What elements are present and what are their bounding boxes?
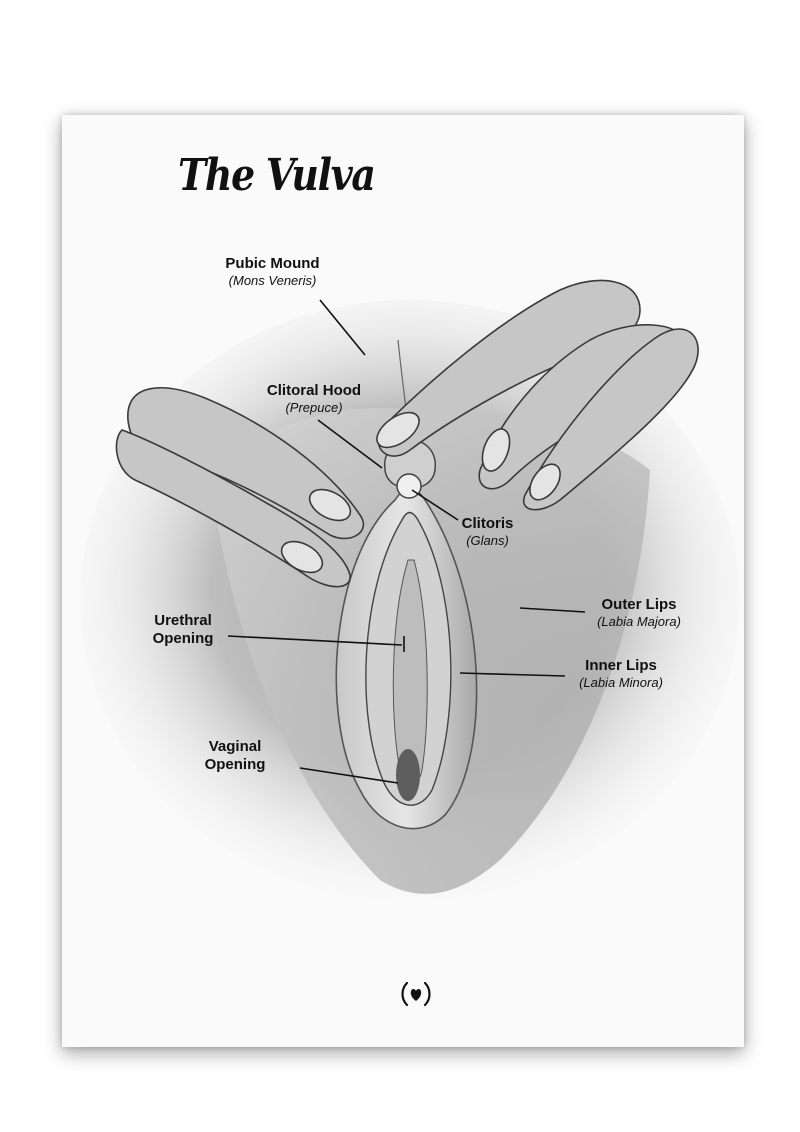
inner-lips-subtitle: (Labia Minora): [579, 675, 663, 690]
inner-lips-title: Inner Lips: [585, 657, 657, 674]
clitoris-subtitle: (Glans): [466, 533, 509, 548]
vaginal-opening-line1: Vaginal: [208, 738, 262, 755]
clitoral-hood-title: Clitoral Hood: [266, 382, 362, 399]
label-clitoral-hood: [250, 382, 378, 416]
label-inner-lips: [562, 657, 680, 691]
outer-lips-subtitle: (Labia Majora): [597, 614, 681, 629]
label-clitoris: [445, 515, 530, 549]
label-urethral-opening: [138, 612, 228, 648]
label-vaginal-opening: [190, 738, 280, 774]
clitoral-hood-subtitle: (Prepuce): [285, 400, 343, 415]
vaginal-opening-line2: Opening: [204, 756, 266, 773]
vaginal-opening-shape: [396, 749, 420, 801]
label-outer-lips: [580, 596, 698, 630]
outer-lips-title: Outer Lips: [601, 596, 677, 613]
urethral-opening-line1: Urethral: [154, 612, 212, 629]
pubic-mound-subtitle: (Mons Veneris): [228, 273, 317, 288]
heart-in-parentheses-icon: [399, 980, 433, 1008]
urethral-opening-line2: Opening: [152, 630, 214, 647]
page-title: The Vulva: [178, 150, 375, 201]
label-pubic-mound: [205, 255, 340, 289]
clitoris-title: Clitoris: [461, 515, 514, 532]
pubic-mound-title: Pubic Mound: [225, 255, 320, 272]
